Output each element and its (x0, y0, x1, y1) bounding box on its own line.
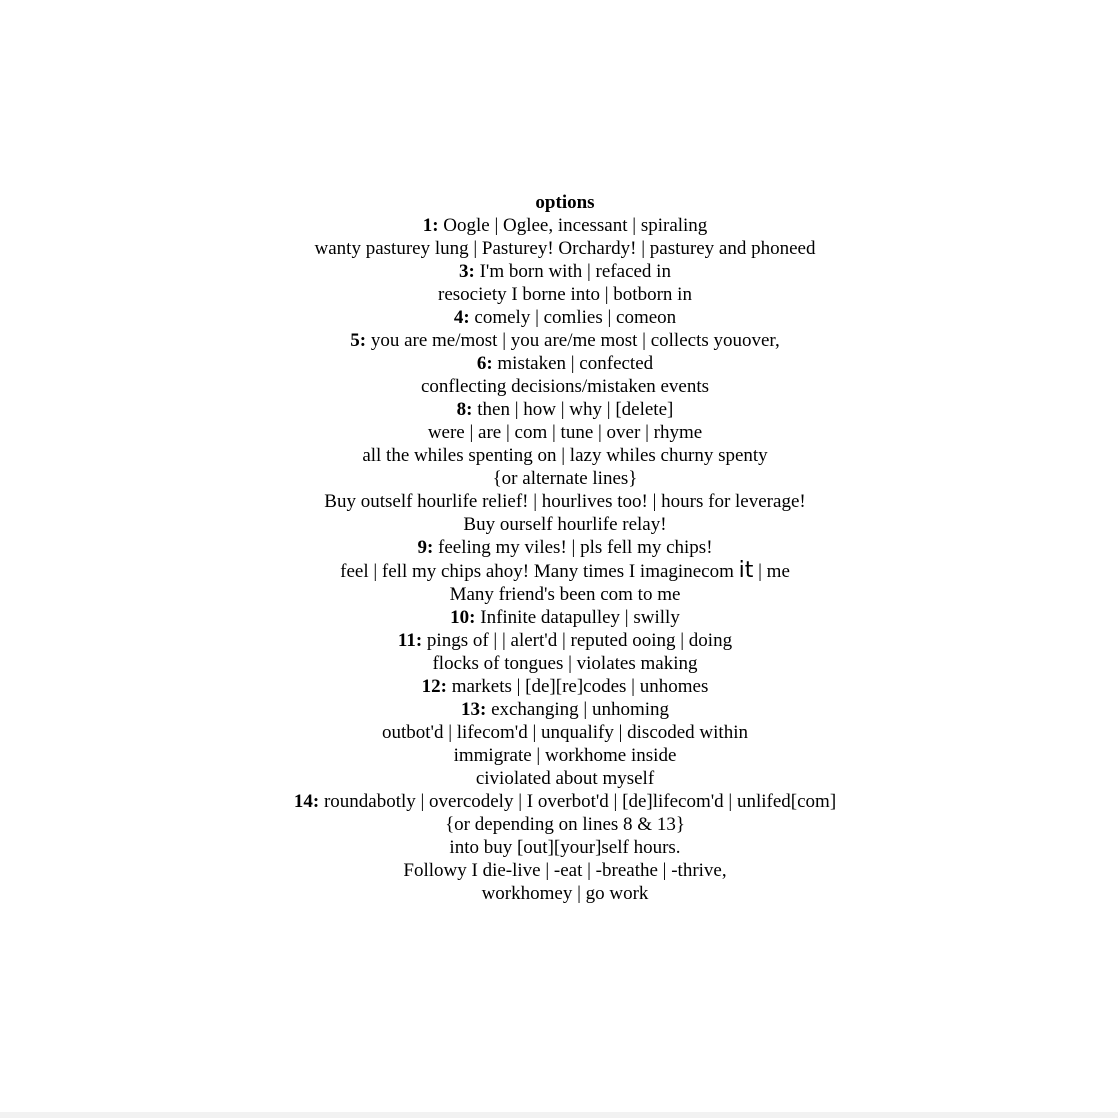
line-number: 13: (460, 699, 487, 720)
line-text: conflecting decisions/mistaken events (420, 376, 710, 397)
poem-document (0, 191, 1118, 905)
poem-line (0, 237, 1118, 260)
line-text: flocks of tongues | violates making (432, 653, 698, 674)
poem-line (0, 352, 1118, 375)
poem-line (0, 882, 1118, 905)
line-text: pings of | | alert'd | reputed ooing | doing (422, 630, 733, 651)
line-text: markets | [de][re]codes | unhomes (446, 676, 709, 697)
poem-line (0, 214, 1118, 237)
line-number: 3: (459, 261, 475, 282)
poem-line (0, 306, 1118, 329)
line-text: you are me/most | you are/me most | collects youover, (366, 330, 780, 351)
line-text: were | are | com | tune | over | rhyme (427, 422, 703, 443)
poem-line (0, 329, 1118, 352)
line-text: feeling my viles! | pls fell my chips! (433, 537, 713, 558)
line-number: 9: (417, 537, 434, 558)
poem-line (0, 606, 1118, 629)
line-text: workhomey | go work (481, 883, 649, 904)
poem-line (0, 836, 1118, 859)
poem-line (0, 421, 1118, 444)
page-bottom-edge (0, 1112, 1118, 1118)
line-number: 12: (421, 676, 447, 697)
line-number: 11: (397, 630, 423, 651)
line-text: Infinite datapulley | swilly (475, 607, 680, 628)
line-text: I'm born with | refaced in (474, 261, 671, 282)
line-text: {or depending on lines 8 & 13} (445, 814, 685, 835)
poem-line (0, 744, 1118, 767)
poem-line (0, 859, 1118, 882)
poem-line (0, 652, 1118, 675)
line-number: 10: (450, 607, 476, 628)
line-text: all the whiles spenting on | lazy whiles churny spenty (362, 445, 768, 466)
line-text: exchanging | unhoming (486, 699, 670, 720)
poem-line (0, 629, 1118, 652)
line-text: outbot'd | lifecom'd | unqualify | discoded within (381, 722, 748, 743)
line-text: roundabotly | overcodely | I overbot'd | [de]lifecom'd | unlifed[com] (319, 791, 837, 812)
line-text: immigrate | workhome inside (453, 745, 677, 766)
line-text-before: feel | fell my chips ahoy! Many times I imaginecom (340, 561, 739, 582)
poem-line (0, 790, 1118, 813)
line-number: 14: (293, 791, 320, 812)
line-number: 5: (350, 330, 367, 351)
line-text: {or alternate lines} (492, 468, 638, 489)
poem-line (0, 721, 1118, 744)
line-text: mistaken | confected (492, 353, 654, 374)
poem-line (0, 467, 1118, 490)
poem-line (0, 536, 1118, 559)
poem-line (0, 583, 1118, 606)
poem-line (0, 675, 1118, 698)
line-text: then | how | why | [delete] (472, 399, 674, 420)
line-text: Oogle | Oglee, incessant | spiraling (438, 215, 708, 236)
poem-line (0, 767, 1118, 790)
poem-line (0, 813, 1118, 836)
line-text: into buy [out][your]self hours. (449, 837, 681, 858)
line-number: 8: (456, 399, 473, 420)
line-text: Followy I die-live | -eat | -breathe | -thrive, (403, 860, 727, 881)
poem-line (0, 490, 1118, 513)
poem-line-special (0, 559, 1118, 583)
line-text: Buy ourself hourlife relay! (463, 514, 667, 535)
line-number: 1: (422, 215, 439, 236)
line-text: wanty pasturey lung | Pasturey! Orchardy! | pasturey and phoneed (314, 238, 816, 259)
line-text: comely | comlies | comeon (469, 307, 677, 328)
large-it-word: it (738, 558, 754, 583)
line-number: 4: (453, 307, 470, 328)
poem-line (0, 283, 1118, 306)
poem-line (0, 698, 1118, 721)
poem-line (0, 398, 1118, 421)
poem-line (0, 513, 1118, 536)
line-text: Buy outself hourlife relief! | hourlives too! | hours for leverage! (324, 491, 806, 512)
line-number: 6: (476, 353, 493, 374)
line-text: Many friend's been com to me (449, 584, 681, 605)
line-text: civiolated about myself (475, 768, 655, 789)
poem-line (0, 375, 1118, 398)
line-text-after: | me (753, 561, 790, 582)
document-heading: options (535, 192, 595, 213)
poem-line (0, 260, 1118, 283)
poem-line (0, 444, 1118, 467)
line-text: resociety I borne into | botborn in (438, 284, 692, 305)
